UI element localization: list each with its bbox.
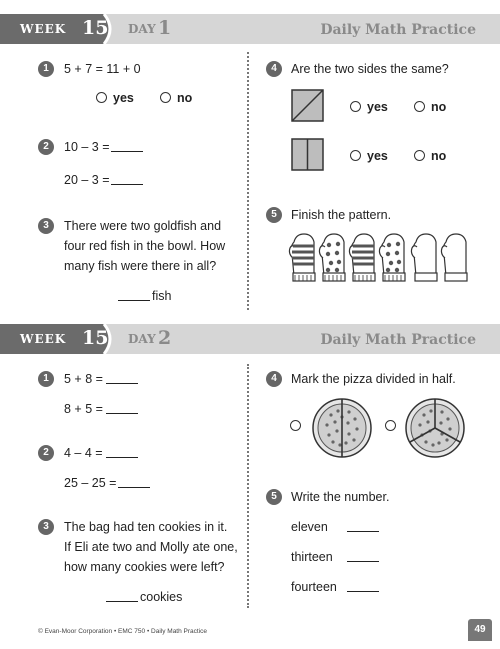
q2-line2: 25 – 25 =	[64, 476, 117, 490]
question-number-1: 1	[38, 61, 54, 77]
question-number-2: 2	[38, 445, 54, 461]
q1-yes-label: yes	[113, 91, 134, 105]
question-number-4: 4	[266, 371, 282, 387]
q3-answer-unit: fish	[152, 289, 172, 303]
q4-row1-no-label: no	[431, 100, 447, 114]
pizza-thirds	[404, 397, 466, 459]
page-number: 49	[468, 619, 492, 641]
section-title: Daily Math Practice	[320, 22, 476, 38]
q1-line2: 8 + 5 =	[64, 402, 103, 416]
q4-row2-yes-radio[interactable]	[350, 150, 361, 161]
number-word-thirteen: thirteen	[291, 550, 333, 564]
q3-line2: If Eli ate two and Molly ate one,	[64, 540, 238, 554]
number-blank-3[interactable]	[347, 591, 379, 592]
q4-prompt: Mark the pizza divided in half.	[291, 372, 456, 386]
q5-prompt: Finish the pattern.	[291, 208, 392, 222]
q2-answer-blank-2[interactable]	[111, 184, 143, 185]
q1-no-radio[interactable]	[160, 92, 171, 103]
number-word-fourteen: fourteen	[291, 580, 337, 594]
week-tab	[0, 14, 118, 44]
number-word-eleven: eleven	[291, 520, 328, 534]
week-label: WEEK	[20, 332, 67, 346]
q3-answer-blank[interactable]	[118, 300, 150, 301]
q3-line2: four red fish in the bowl. How	[64, 239, 226, 253]
question-number-3: 3	[38, 519, 54, 535]
q3-line1: There were two goldfish and	[64, 219, 222, 233]
column-divider	[247, 364, 249, 608]
q2-line1: 10 – 3 =	[64, 140, 110, 154]
q3-line3: many fish were there in all?	[64, 259, 217, 273]
pizza-2-radio[interactable]	[385, 420, 396, 431]
week-number: 15	[82, 17, 109, 39]
section-title: Daily Math Practice	[320, 332, 476, 348]
q1-equation: 5 + 7 = 11 + 0	[64, 62, 141, 76]
q2-line2: 20 – 3 =	[64, 173, 110, 187]
week-tab	[0, 324, 118, 354]
question-number-2: 2	[38, 139, 54, 155]
q2-answer-blank-1[interactable]	[106, 457, 138, 458]
q3-line3: how many cookies were left?	[64, 560, 225, 574]
q1-answer-blank-2[interactable]	[106, 413, 138, 414]
question-number-5: 5	[266, 207, 282, 223]
q2-answer-blank-2[interactable]	[118, 487, 150, 488]
q2-answer-blank-1[interactable]	[111, 151, 143, 152]
q3-answer-unit: cookies	[140, 590, 183, 604]
number-blank-1[interactable]	[347, 531, 379, 532]
pizza-1-radio[interactable]	[290, 420, 301, 431]
q5-prompt: Write the number.	[291, 490, 390, 504]
day1-header	[0, 14, 500, 44]
q4-row2-no-radio[interactable]	[414, 150, 425, 161]
diagonal-split-square	[291, 89, 324, 122]
q4-prompt: Are the two sides the same?	[291, 62, 449, 76]
q1-line1: 5 + 8 =	[64, 372, 103, 386]
q2-line1: 4 – 4 =	[64, 446, 103, 460]
q4-row2-yes-label: yes	[367, 149, 388, 163]
question-number-1: 1	[38, 371, 54, 387]
q1-yes-radio[interactable]	[96, 92, 107, 103]
q3-answer-blank[interactable]	[106, 601, 138, 602]
mitten-pattern	[288, 232, 473, 284]
column-divider	[247, 52, 249, 310]
question-number-4: 4	[266, 61, 282, 77]
day-number: 1	[158, 17, 172, 39]
day-label: DAY	[128, 332, 156, 346]
copyright-footer: © Evan-Moor Corporation • EMC 750 • Daily Math Practice	[38, 628, 208, 635]
q4-row1-yes-radio[interactable]	[350, 101, 361, 112]
pizza-halves	[311, 397, 373, 459]
q4-row2-no-label: no	[431, 149, 447, 163]
q3-line1: The bag had ten cookies in it.	[64, 520, 228, 534]
q1-answer-blank-1[interactable]	[106, 383, 138, 384]
week-label: WEEK	[20, 22, 67, 36]
number-blank-2[interactable]	[347, 561, 379, 562]
q4-row1-yes-label: yes	[367, 100, 388, 114]
week-number: 15	[82, 327, 109, 349]
question-number-5: 5	[266, 489, 282, 505]
day-label: DAY	[128, 22, 156, 36]
question-number-3: 3	[38, 218, 54, 234]
q1-no-label: no	[177, 91, 193, 105]
vertical-split-square	[291, 138, 324, 171]
day-number: 2	[158, 327, 172, 349]
q4-row1-no-radio[interactable]	[414, 101, 425, 112]
day2-header	[0, 324, 500, 354]
